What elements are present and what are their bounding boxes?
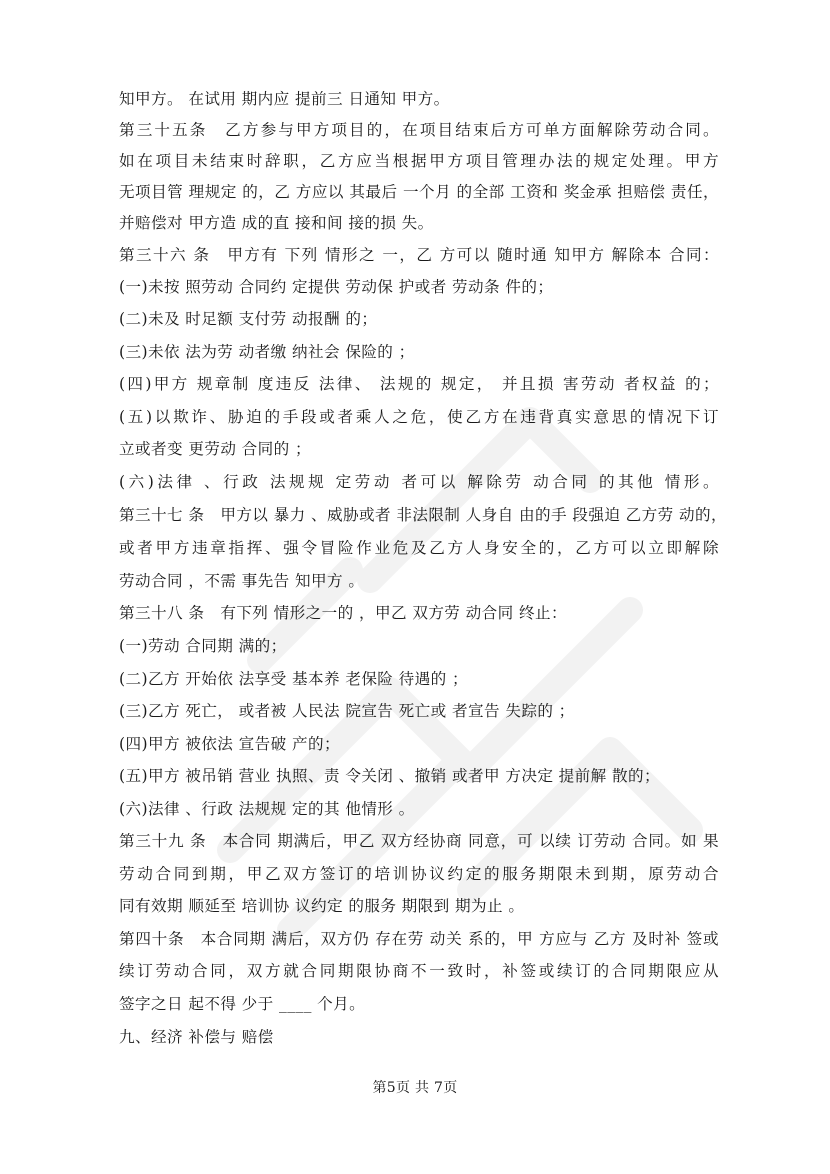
text-line: 第三十五条 乙方参与甲方项目的，在项目结束后方可单方面解除劳动合同。 [119, 121, 719, 139]
text-line: (三)未依 法为劳 动者缴 纳社会 保险的 ； [119, 343, 415, 361]
text-line: (五)以欺诈、胁迫的手段或者乘人之危，使乙方在违背真实意思的情况下订 [119, 408, 719, 426]
text-line: 立或者变 更劳动 合同的 ； [119, 440, 312, 458]
text-line: 并赔偿对 甲方造 成的直 接和间 接的损 失。 [119, 214, 434, 232]
text-line: 第三十八 条 有下列 情形之一的 ，甲乙 双方劳 动合同 终止： [119, 604, 567, 622]
text-line: (四)甲方 被依法 宣告破 产的； [119, 735, 340, 753]
text-line: 第三十六 条 甲方有 下列 情形之 一，乙 方可以 随时通 知甲方 解除本 合同： [119, 246, 719, 264]
text-line: 第三十九 条 本合同 期满后，甲乙 双方经协商 同意，可 以续 订劳动 合同。如 果 [119, 832, 719, 850]
text-line: 续订劳动合同，双方就合同期限协商不一致时，补签或续订的合同期限应从 [119, 962, 719, 980]
text-line: (六)法律 、行政 法规规 定劳动 者可以 解除劳 动合同 的其他 情形。 [119, 473, 719, 491]
text-line: (一)未按 照劳动 合同约 定提供 劳动保 护或者 劳动条 件的； [119, 278, 554, 296]
text-line: 第四十条 本合同期 满后，双方仍 存在劳 动关 系的，甲 方应与 乙方 及时补 签或 [119, 930, 719, 948]
text-line: (二)乙方 开始依 法享受 基本养 老保险 待遇的 ； [119, 670, 468, 688]
text-line: 如在项目未结束时辞职，乙方应当根据甲方项目管理办法的规定处理。甲方 [119, 152, 719, 170]
text-line: (二)未及 时足额 支付劳 动报酬 的； [119, 310, 378, 328]
text-line: (五)甲方 被吊销 营业 执照、责 令关闭 、撤销 或者甲 方决定 提前解 散的； [119, 767, 660, 785]
text-line: (一)劳动 合同期 满的； [119, 637, 287, 655]
page-number: 第5页 共 7页 [372, 1080, 458, 1096]
text-line: 同有效期 顺延至 培训协 议约定 的服务 期限到 期为止 。 [119, 897, 525, 915]
text-line: 签字之日 起不得 少于 ____ 个月。 [119, 995, 366, 1013]
text-line: 第三十七 条 甲方以 暴力 、威胁或者 非法限制 人身自 由的手 段强迫 乙方劳 动的， [119, 506, 727, 524]
text-line: (六)法律 、行政 法规规 定的其 他情形 。 [119, 800, 415, 818]
text-line: 劳动合同 ，不需 事先告 知甲方 。 [119, 572, 365, 590]
text-line: (三)乙方 死亡， 或者被 人民法 院宣告 死亡或 者宣告 失踪的 ； [119, 702, 575, 720]
text-line: 无项目管 理规定 的，乙 方应以 其最后 一个月 的全部 工资和 奖金承 担赔偿 责任， [119, 183, 719, 201]
text-line: 或者甲方违章指挥、强令冒险作业危及乙方人身安全的，乙方可以立即解除 [119, 539, 719, 557]
text-line: (四)甲方 规章制 度违反 法律、 法规的 规定， 并且损 害劳动 者权益 的； [119, 375, 719, 393]
text-line: 劳动合同到期，甲乙双方签订的培训协议约定的服务期限未到期，原劳动合 [119, 865, 719, 883]
text-line: 知甲方。 在试用 期内应 提前三 日通知 甲方。 [119, 90, 450, 108]
section-heading: 九、经济 补偿与 赔偿 [119, 1028, 274, 1046]
